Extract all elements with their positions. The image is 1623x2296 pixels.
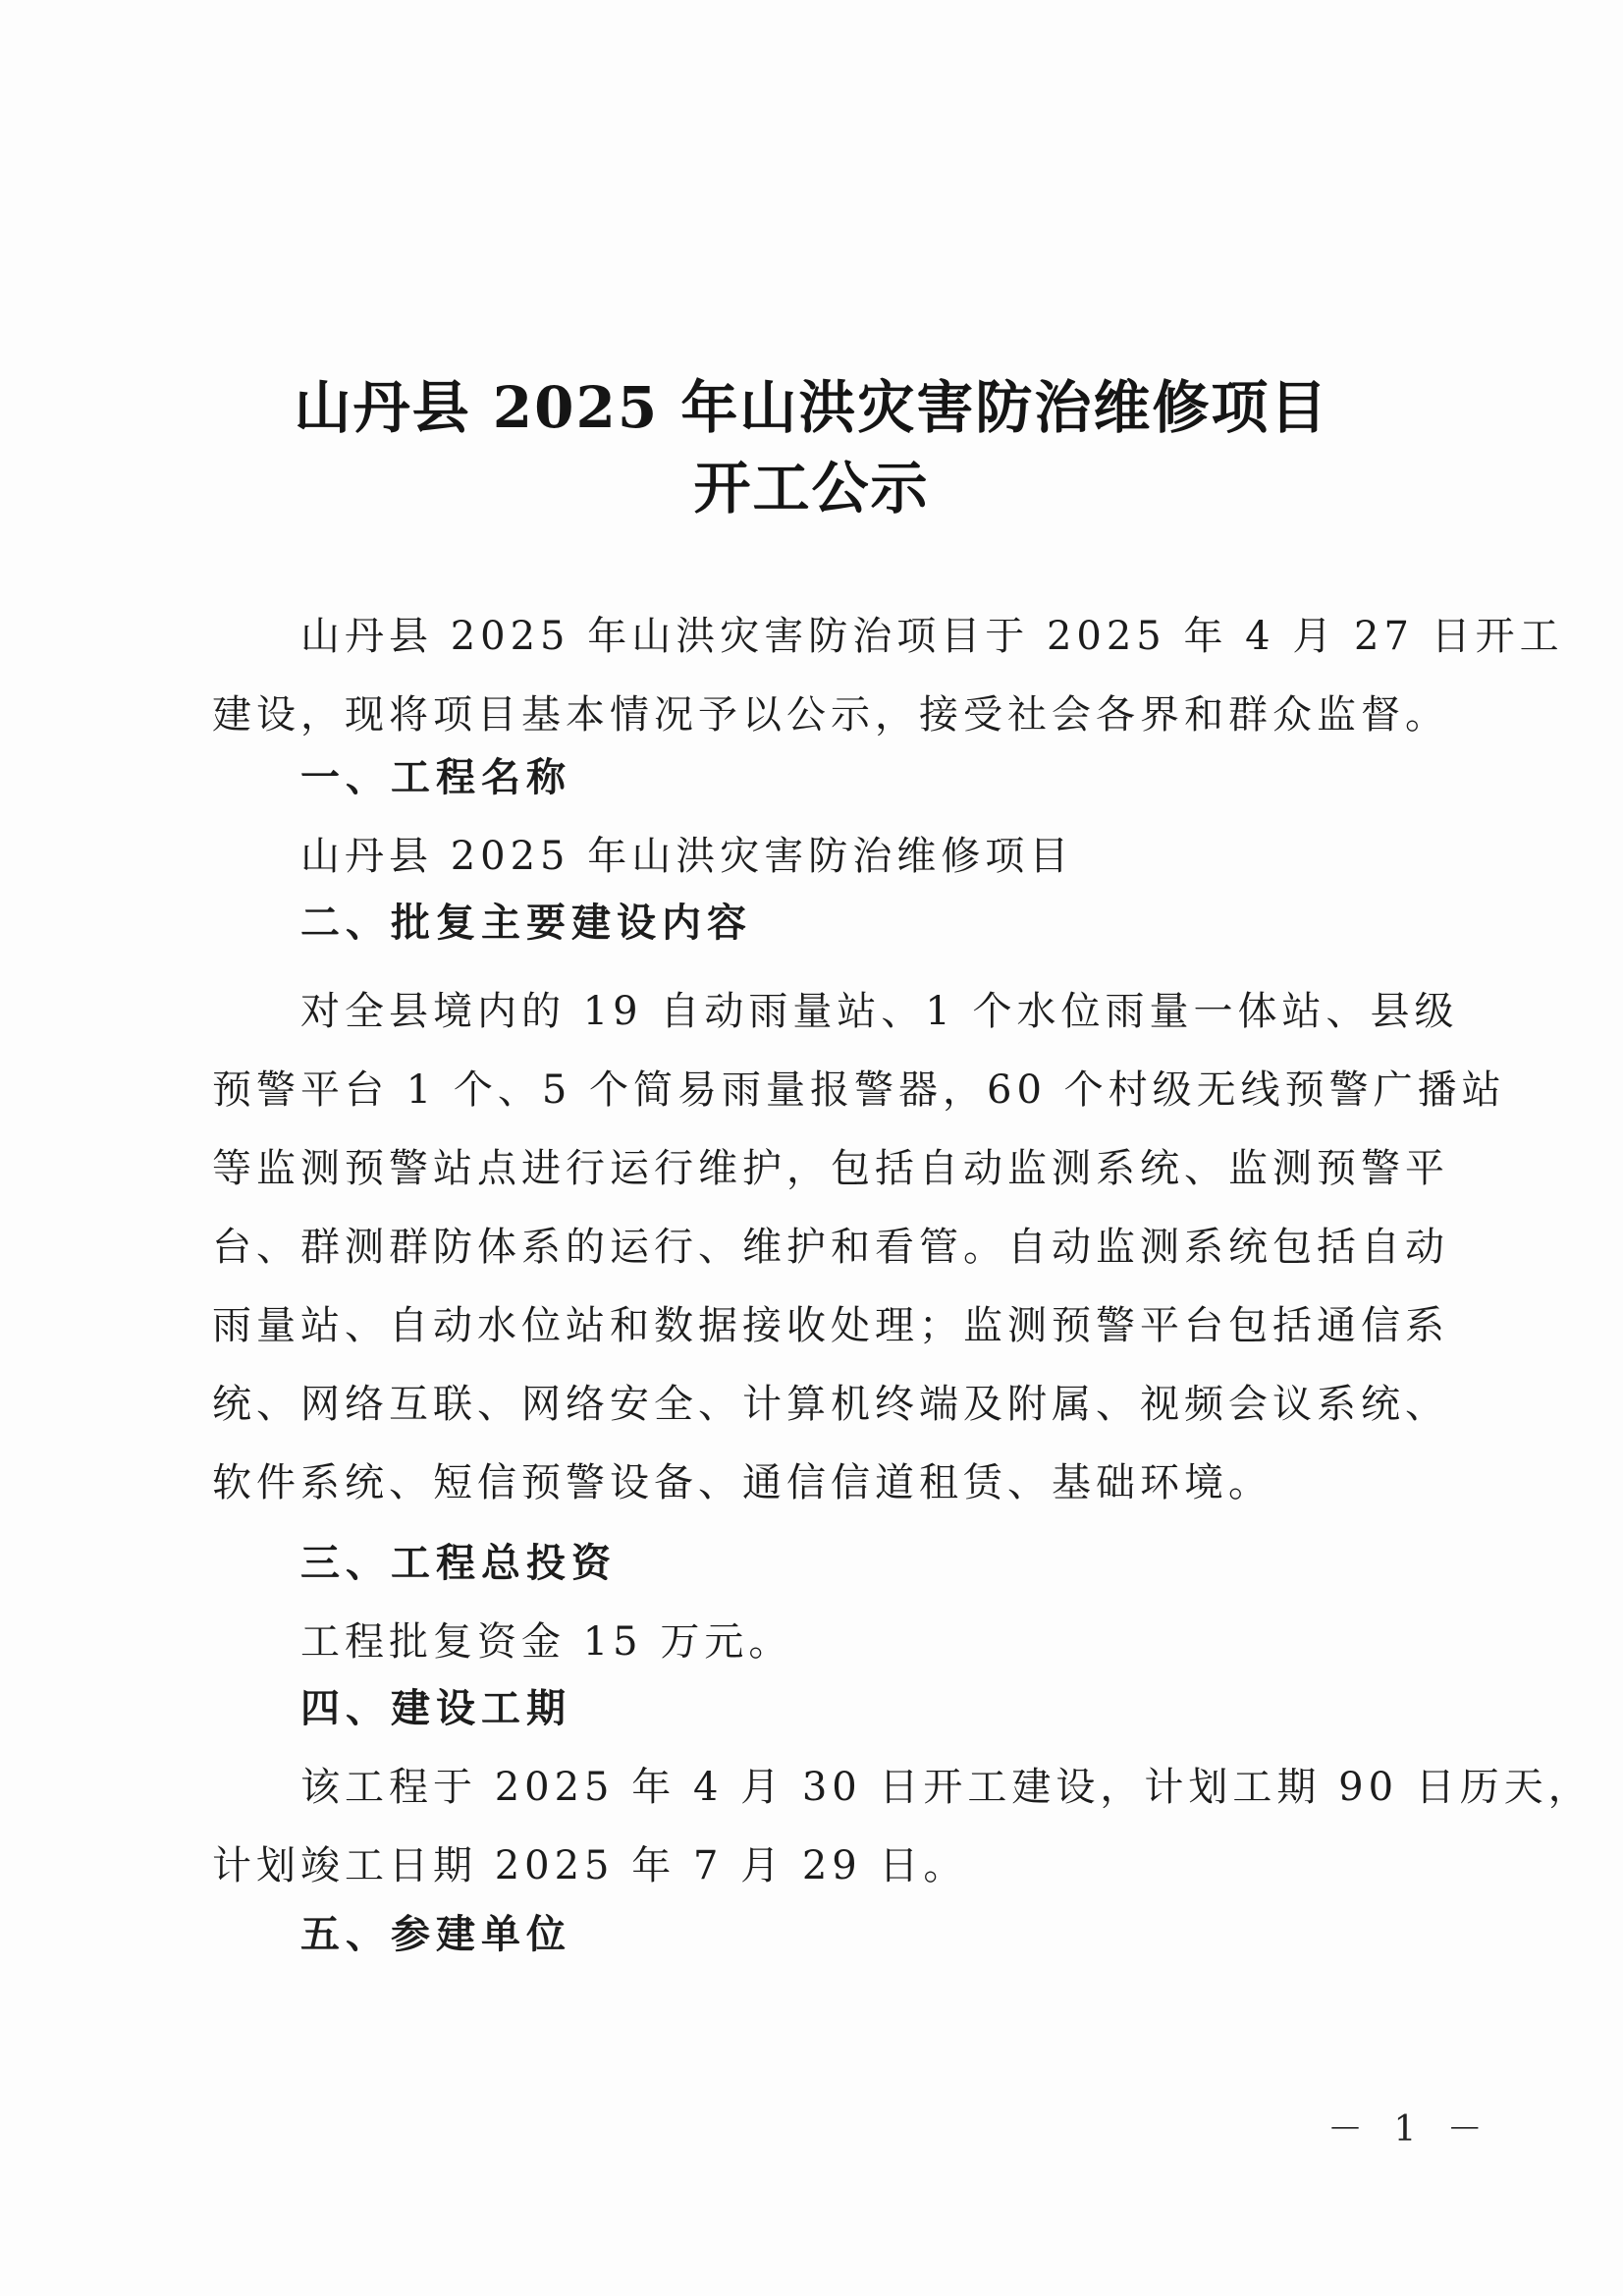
content-paragraph-line-2: 预警平台 1 个、5 个简易雨量报警器，60 个村级无线预警广播站 xyxy=(212,1067,1506,1113)
period-paragraph-line-1: 该工程于 2025 年 4 月 30 日开工建设，计划工期 90 日历天， xyxy=(300,1765,1593,1810)
section-heading-total-investment: 三、工程总投资 xyxy=(300,1541,617,1586)
content-paragraph-line-3: 等监测预警站点进行运行维护，包括自动监测系统、监测预警平 xyxy=(212,1146,1449,1191)
period-paragraph-line-2: 计划竣工日期 2025 年 7 月 29 日。 xyxy=(212,1843,968,1888)
section-heading-project-name: 一、工程名称 xyxy=(300,755,571,800)
page-number: － 1 － xyxy=(1327,2109,1492,2150)
section-heading-construction-period: 四、建设工期 xyxy=(300,1686,571,1731)
intro-paragraph-line-1: 山丹县 2025 年山洪灾害防治项目于 2025 年 4 月 27 日开工 xyxy=(300,614,1564,659)
document-title-line-2: 开工公示 xyxy=(693,455,930,521)
content-paragraph-line-4: 台、群测群防体系的运行、维护和看管。自动监测系统包括自动 xyxy=(212,1225,1449,1270)
project-name-text: 山丹县 2025 年山洪灾害防治维修项目 xyxy=(300,834,1074,879)
investment-text: 工程批复资金 15 万元。 xyxy=(300,1619,793,1665)
section-heading-participating-units: 五、参建单位 xyxy=(300,1912,571,1957)
document-title-line-1: 山丹县 2025 年山洪灾害防治维修项目 xyxy=(294,374,1329,441)
content-paragraph-line-7: 软件系统、短信预警设备、通信信道租赁、基础环境。 xyxy=(212,1460,1272,1505)
content-paragraph-line-1: 对全县境内的 19 自动雨量站、1 个水位雨量一体站、县级 xyxy=(300,989,1459,1034)
intro-paragraph-line-2: 建设，现将项目基本情况予以公示，接受社会各界和群众监督。 xyxy=(212,692,1449,738)
content-paragraph-line-5: 雨量站、自动水位站和数据接收处理；监测预警平台包括通信系 xyxy=(212,1303,1449,1348)
section-heading-construction-content: 二、批复主要建设内容 xyxy=(300,901,752,946)
content-paragraph-line-6: 统、网络互联、网络安全、计算机终端及附属、视频会议系统、 xyxy=(212,1382,1449,1427)
